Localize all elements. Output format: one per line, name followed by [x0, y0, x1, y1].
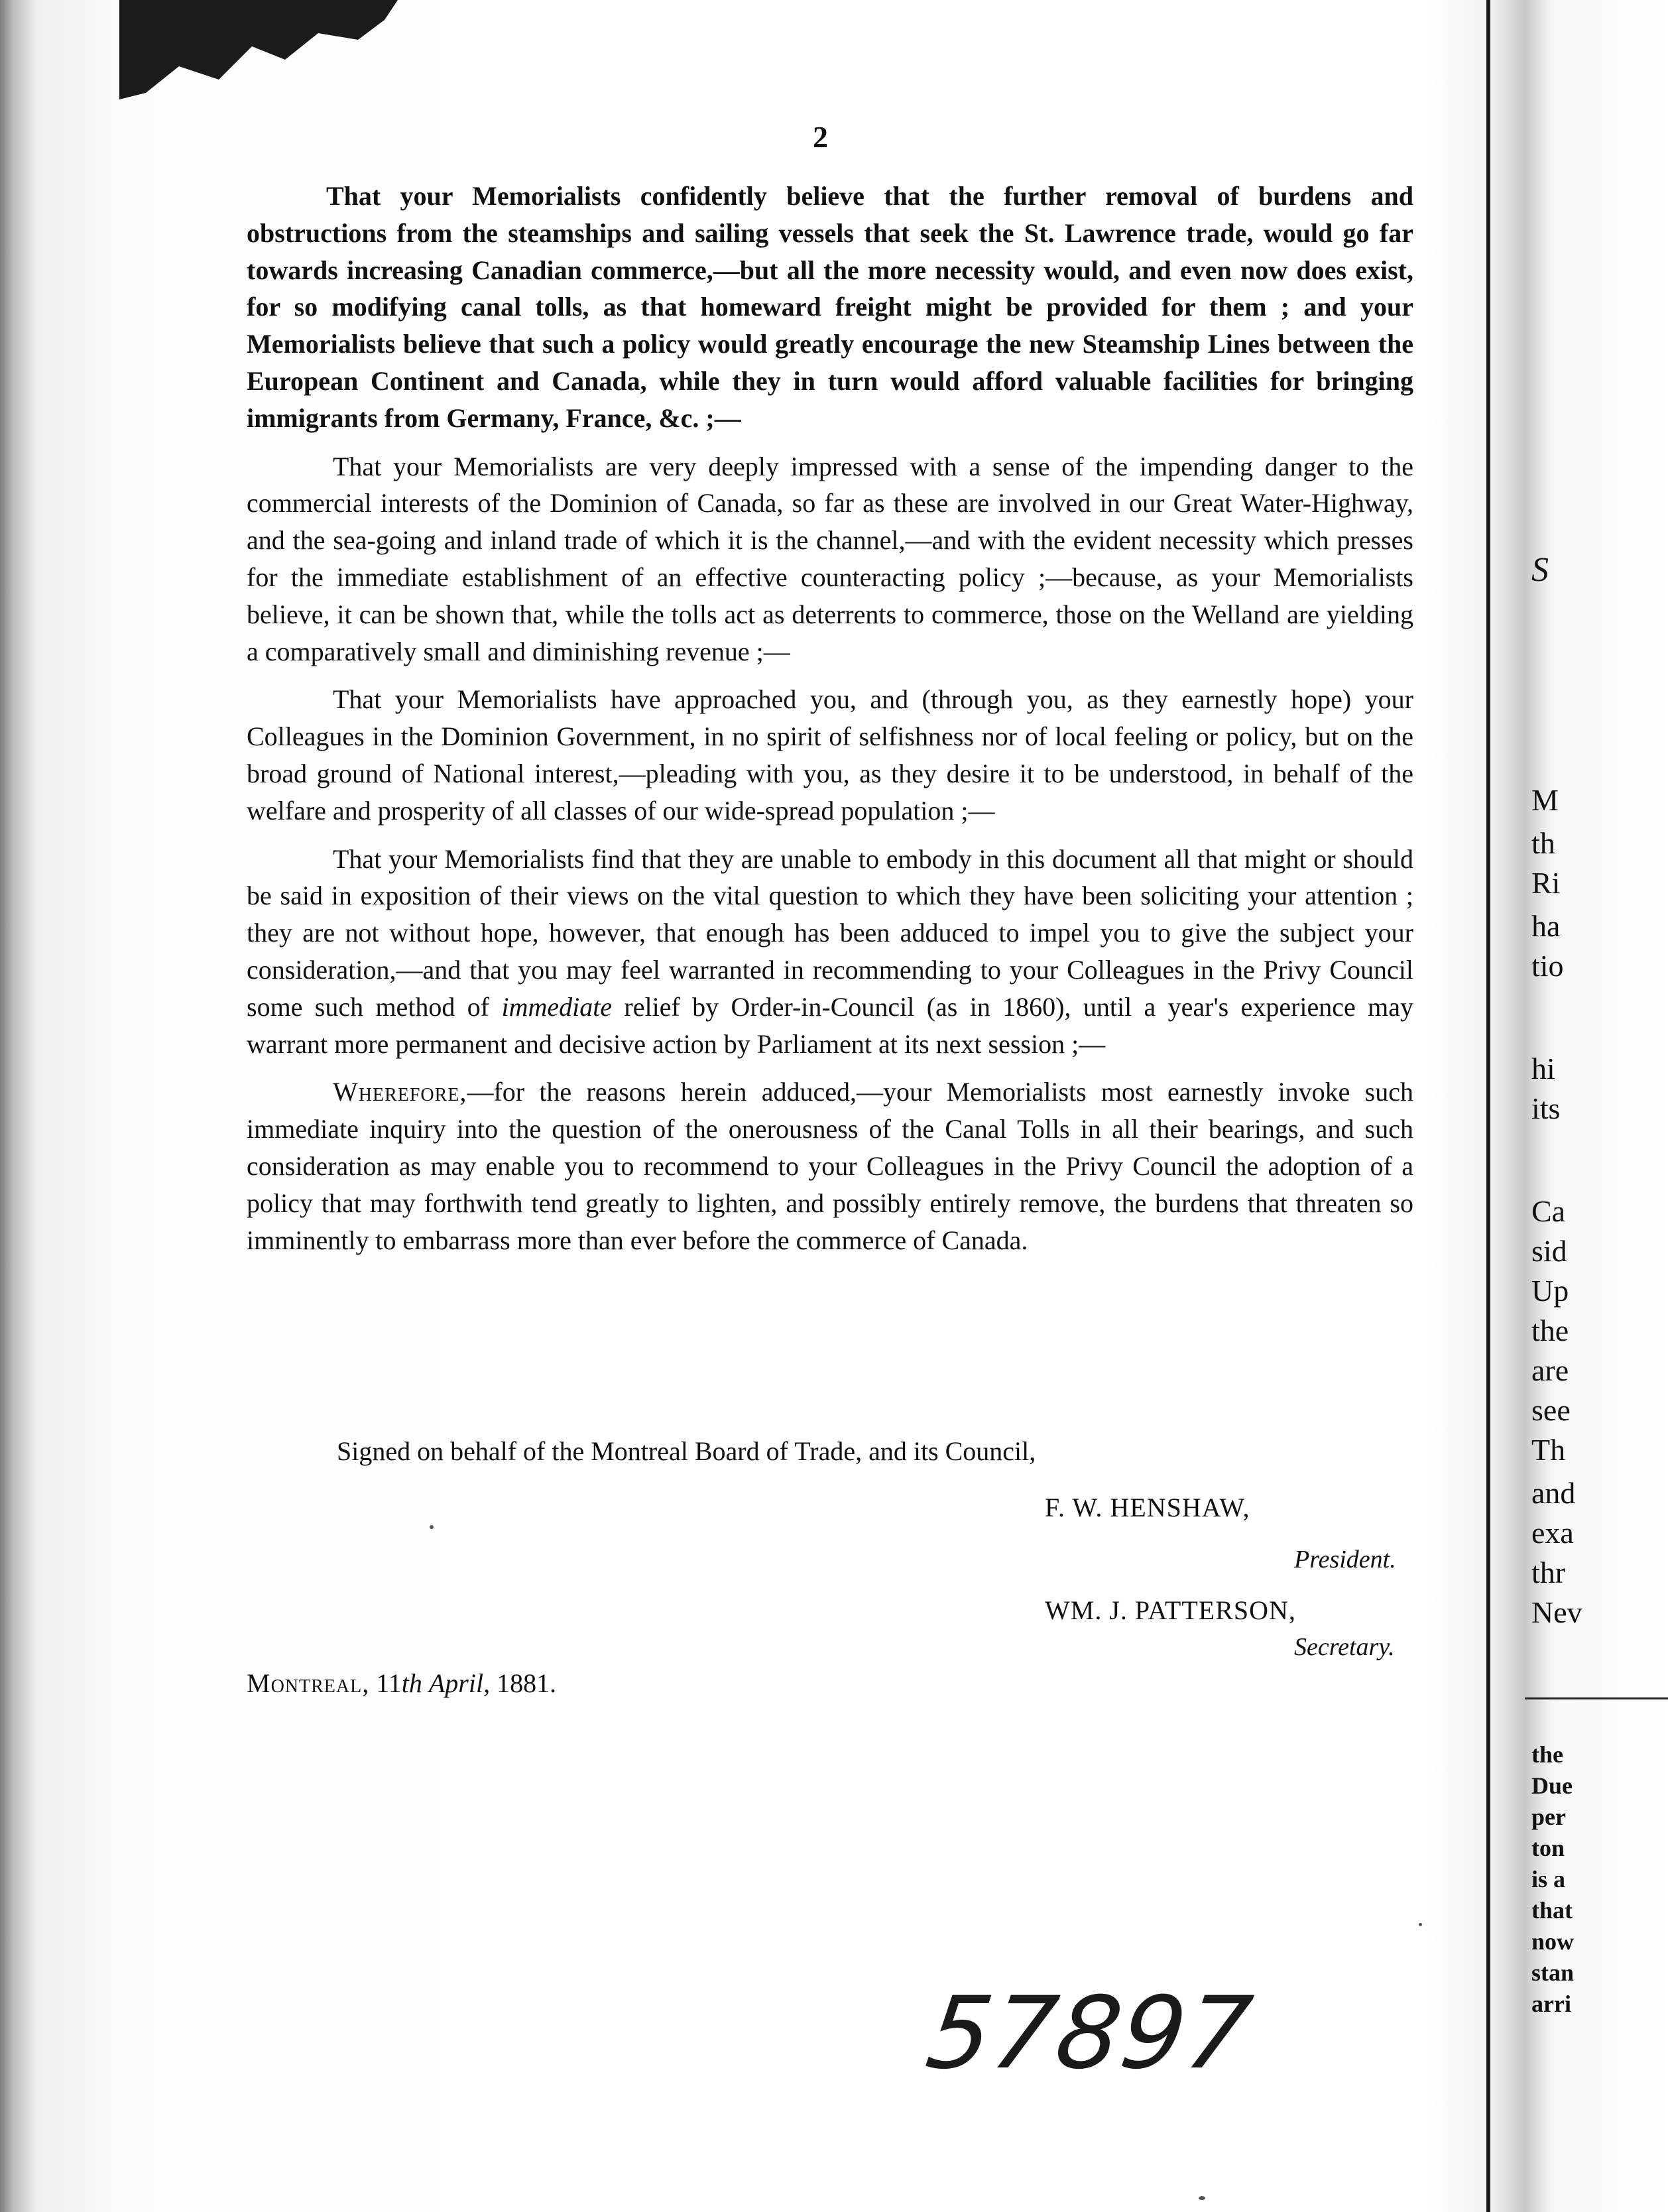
dateline	[247, 1668, 556, 1699]
right-page-letter: S	[1531, 551, 1549, 589]
right-page-fragment: Ri	[1531, 866, 1561, 900]
ink-speck	[1199, 2196, 1205, 2200]
right-page-fragment: hi	[1531, 1052, 1555, 1085]
page-number: 2	[813, 120, 828, 154]
paragraph-4	[247, 841, 1413, 1063]
right-page-fragment: Th	[1531, 1433, 1566, 1467]
handwritten-number: 57897	[920, 1976, 1260, 2091]
dateline-day: 11	[376, 1668, 402, 1698]
right-page-fragment: tio	[1531, 949, 1564, 983]
paragraph-4-text-end: relief by Order-in-Council (as in 1860), until a year's experience may warrant more permanent and decisive action by Parliament at its next session ;—	[247, 991, 1414, 1059]
right-page-fragment: Up	[1531, 1274, 1569, 1308]
right-page-footnote-fragment: per	[1531, 1804, 1566, 1830]
page-fold-line	[1486, 0, 1490, 2212]
right-page-fragment: its	[1531, 1091, 1561, 1125]
dateline-ordinal: th	[401, 1668, 422, 1698]
right-page-fragment: and	[1531, 1476, 1576, 1510]
dateline-month: April,	[428, 1668, 491, 1698]
paragraph-2: That your Memorialists are very deeply impressed with a sense of the impending danger to the commercial interests of the Dominion of Canada, so far as these are involved in our Great Water-Highway, and the sea-going and inland trade of which it is the channel,—and with the evident necessity which presses for the immediate establishment of an effective counteracting policy ;—because, as your Memorialists believe, it can be shown that, while the tolls act as deterrents to commerce, those on the Welland are yielding a comparatively small and diminishing revenue ;—	[247, 451, 1413, 666]
right-page-footnote-fragment: stan	[1531, 1959, 1575, 1986]
right-page-fragment: exa	[1531, 1516, 1574, 1550]
memorial-body	[247, 178, 1413, 1270]
right-page-footnote-fragment: the	[1531, 1741, 1563, 1768]
paragraph-3: That your Memorialists have approached you, and (through you, as they earnestly hope) your Colleagues in the Dominion Government, in no spirit of selfishness nor of local feeling or policy, but on the broad ground of National interest,—pleading with you, as they desire it to be understood, in behalf of the welfare and prosperity of all classes of our wide-spread population ;—	[247, 684, 1413, 826]
signatory-name-president: F. W. HENSHAW,	[1045, 1493, 1250, 1522]
signatory-name-secretary: WM. J. PATTERSON,	[1045, 1595, 1296, 1625]
right-page-fragment: the	[1531, 1314, 1569, 1347]
right-page-fragment: Ca	[1531, 1194, 1566, 1228]
right-page-fragment: ha	[1531, 909, 1561, 943]
right-page-footnote-fragment: is a	[1531, 1866, 1566, 1892]
paragraph-4-text: That your Memorialists find that they are unable to embody in this document all that might or should be said in exposition of their views on the vital question to which they have been soliciting your attention ; they are not without hope, however, that enough has been adduced to impel you to give the subject your consideration,—and that you may feel warranted in recommending to your Colleagues in the Privy Council some such method of	[247, 843, 1413, 1022]
right-page-edge	[1525, 0, 1668, 2212]
dateline-place: Montreal,	[247, 1668, 370, 1698]
left-page-edge	[0, 0, 113, 2212]
right-page-footnote-fragment: now	[1531, 1928, 1575, 1955]
right-page-footnote-fragment: that	[1531, 1897, 1573, 1924]
right-page-footnote-fragment: Due	[1531, 1772, 1573, 1799]
right-page-fragment: sid	[1531, 1234, 1567, 1268]
right-page-fragment: see	[1531, 1393, 1571, 1427]
right-page-rule	[1525, 1697, 1668, 1699]
right-page-fragment: Nev	[1531, 1595, 1582, 1629]
ink-speck	[430, 1525, 434, 1529]
paragraph-5-text: —for the reasons herein adduced,—your Memorialists most earnestly invoke such immediate inquiry into the question of the onerousness of the Canal Tolls in all their bearings, and such consideration as may enable you to recommend to your Colleagues in the Privy Council the adoption of a policy that may forthwith tend greatly to lighten, and possibly entirely remove, the burdens that threaten so imminently to embarrass more than ever before the commerce of Canada.	[247, 1077, 1413, 1255]
right-page-fragment: thr	[1531, 1556, 1566, 1589]
signed-line: Signed on behalf of the Montreal Board of Trade, and its Council,	[337, 1436, 1036, 1466]
italic-emphasis: immediate	[501, 991, 613, 1022]
dateline-year: 1881.	[497, 1668, 557, 1698]
right-page-fragment: are	[1531, 1353, 1569, 1387]
right-page-footnote-fragment: ton	[1531, 1835, 1565, 1861]
right-page-fragment: th	[1531, 826, 1555, 860]
wherefore-lead: Wherefore,	[333, 1077, 467, 1107]
paragraph-5	[247, 1074, 1413, 1259]
torn-corner	[119, 0, 398, 99]
right-page-footnote-fragment: arri	[1531, 1991, 1571, 2017]
signatory-title-president: President.	[1294, 1546, 1396, 1573]
signatory-title-secretary: Secretary.	[1294, 1633, 1395, 1661]
paragraph-1: That your Memorialists confidently believe that the further removal of burdens and obstructions from the steamships and sailing vessels that seek the St. Lawrence trade, would go far towards increasing Canadian commerce,—but all the more necessity would, and even now does exist, for so modifying canal tolls, as that homeward freight might be provided for them ; and your Memorialists believe that such a policy would greatly encourage the new Steamship Lines between the European Continent and Canada, while they in turn would afford valuable facilities for bringing immigrants from Germany, France, &c. ;—	[247, 181, 1413, 433]
right-page-fragment: M	[1531, 783, 1559, 817]
ink-speck	[1419, 1923, 1422, 1926]
